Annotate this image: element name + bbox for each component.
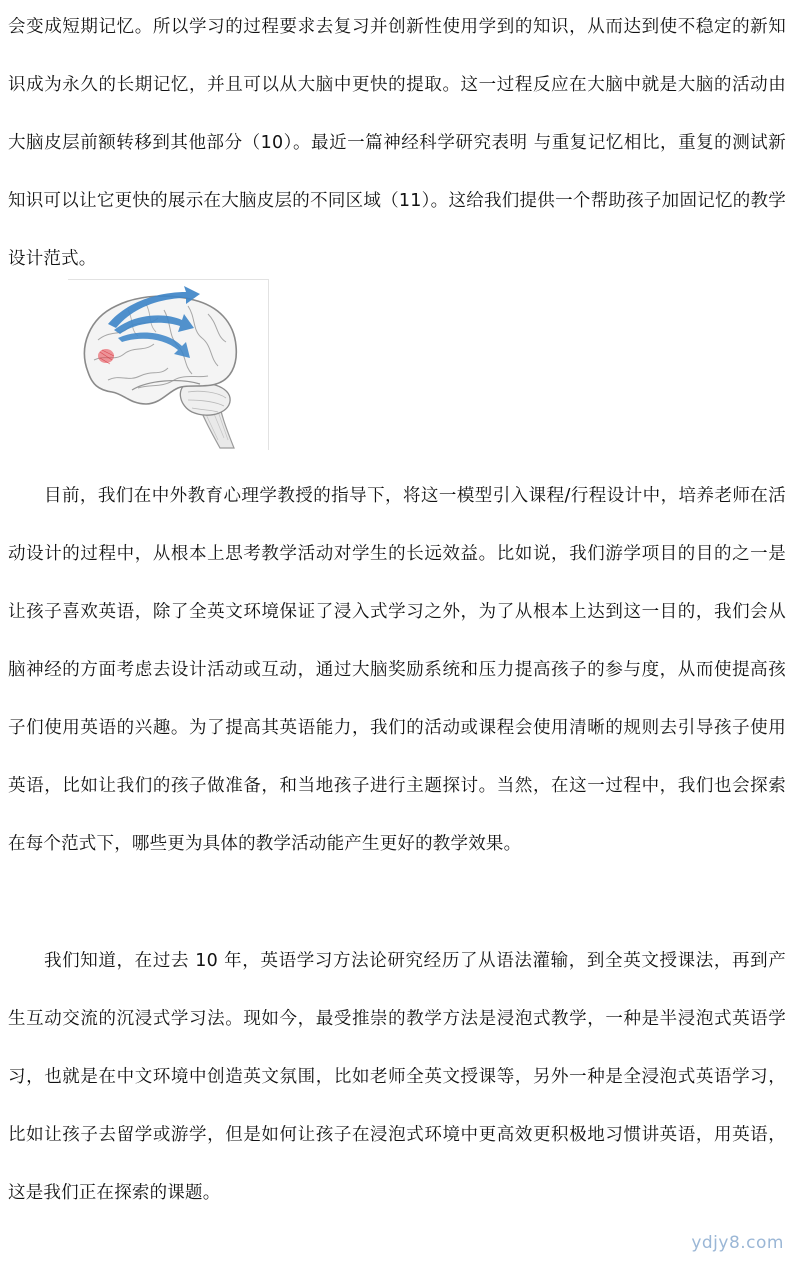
paragraph-immersion: 我们知道，在过去 10 年，英语学习方法论研究经历了从语法灌输，到全英文授课法，再到产生互动交流的沉浸式学习法。现如今，最受推崇的教学方法是浸泡式教学，一种是半浸泡式英语学习，也就是在中文环境中创造英文氛围，比如老师全英文授课等，另外一种是全浸泡式英语学习，比如让孩子去留学或游学，但是如何让孩子在浸泡式环境中更高效更积极地习惯讲英语，用英语，这是我们正在探索的课题。 xyxy=(8,951,786,1203)
site-watermark: ydjy8.com xyxy=(691,1233,784,1253)
brain-figure xyxy=(68,279,269,450)
brain-diagram-icon xyxy=(68,280,268,450)
paragraph-memory: 会变成短期记忆。所以学习的过程要求去复习并创新性使用学到的知识，从而达到使不稳定的新知识成为永久的长期记忆，并且可以从大脑中更快的提取。这一过程反应在大脑中就是大脑的活动由大脑皮层前额转移到其他部分（10）。最近一篇神经科学研究表明 与重复记忆相比，重复的测试新知识可以让它更快的展示在大脑皮层的不同区域（11）。这给我们提供一个帮助孩子加固记忆的教学设计范式。 xyxy=(8,17,786,269)
paragraph-course-design: 目前，我们在中外教育心理学教授的指导下，将这一模型引入课程/行程设计中，培养老师在活动设计的过程中，从根本上思考教学活动对学生的长远效益。比如说，我们游学项目的目的之一是让孩子喜欢英语，除了全英文环境保证了浸入式学习之外，为了从根本上达到这一目的，我们会从脑神经的方面考虑去设计活动或互动，通过大脑奖励系统和压力提高孩子的参与度，从而使提高孩子们使用英语的兴趣。为了提高其英语能力，我们的活动或课程会使用清晰的规则去引导孩子使用英语，比如让我们的孩子做准备，和当地孩子进行主题探讨。当然，在这一过程中，我们也会探索在每个范式下，哪些更为具体的教学活动能产生更好的教学效果。 xyxy=(8,486,786,854)
